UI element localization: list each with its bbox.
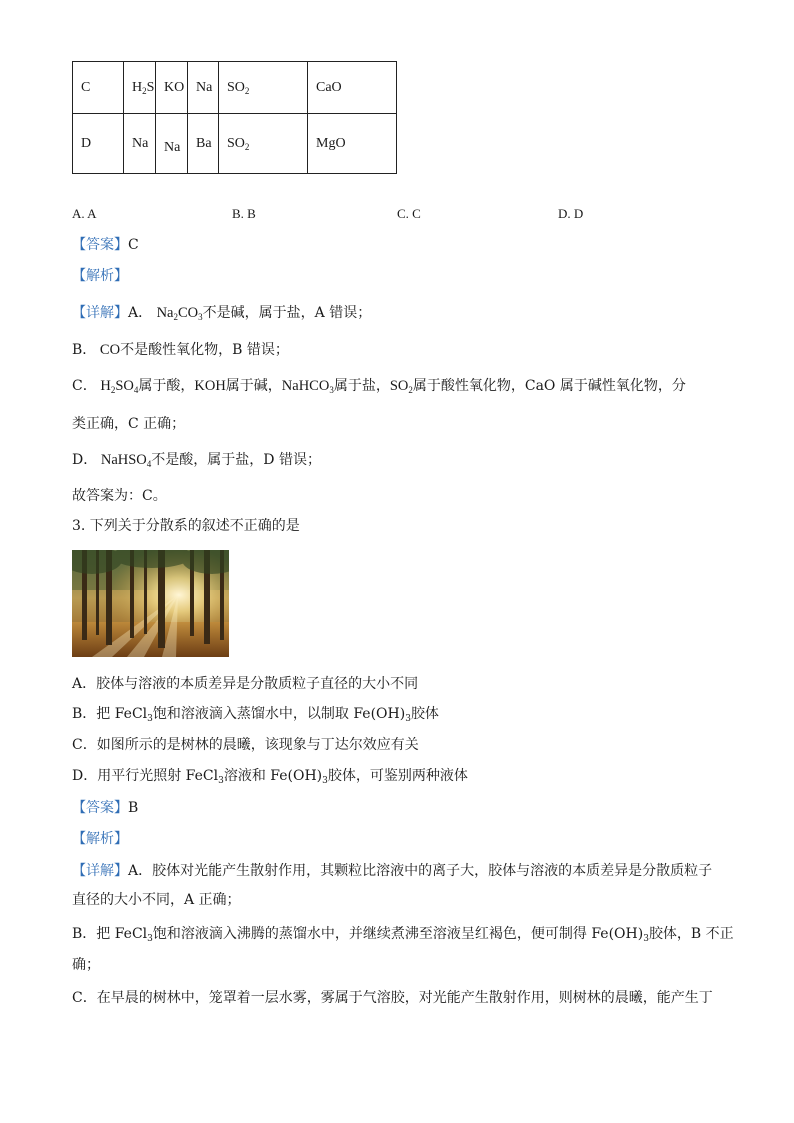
q3-analysis-line-b1: B．把 FeCl$_3$饱和溶液滴入沸腾的蒸馏水中，并继续煮沸至溶液呈红褐色，便可制得 $Fe(OH)_3$胶体，B 不正	[72, 926, 734, 944]
answer-label: 【答案】	[72, 237, 128, 253]
q3-option-a: A．胶体与溶液的本质差异是分散质粒子直径的大小不同	[72, 676, 419, 692]
table-cell: MgO	[308, 114, 397, 174]
analysis-line-d: D． NaHSO$_4$不是酸，属于盐，D 错误；	[72, 452, 321, 469]
detail-label: 【详解】	[72, 863, 128, 879]
q3-analysis-line-a1: 【详解】A．胶体对光能产生散射作用，其颗粒比溶液中的离子大，胶体与溶液的本质差异是分散质粒子	[72, 863, 713, 879]
table-row	[73, 114, 397, 174]
detail-label: 【详解】	[72, 305, 128, 321]
answer-line	[72, 235, 139, 255]
q3-analysis-line-c1: C．在早晨的树林中，笼罩着一层水雾，雾属于气溶胶，对光能产生散射作用，则树林的晨曦，能产生丁	[72, 990, 713, 1006]
forest-sunbeam-photo	[72, 550, 229, 657]
option-a: A. A	[72, 206, 97, 221]
table-cell: $SO_2$	[219, 62, 308, 114]
q3-option-d: D．用平行光照射 FeCl$_3$溶液和 $Fe(OH)_3$胶体，可鉴别两种液体	[72, 768, 468, 786]
table-cell: KO	[156, 62, 188, 114]
table-cell: Na	[188, 62, 219, 114]
table-cell: CaO	[308, 62, 397, 114]
analysis-line-a: 【详解】A． $Na_2CO_3$不是碱，属于盐，A 错误；	[72, 305, 372, 322]
q3-analysis-line-a2: 直径的大小不同，A 正确；	[72, 892, 241, 908]
q3-option-c: C．如图所示的是树林的晨曦，该现象与丁达尔效应有关	[72, 737, 419, 753]
table-cell: Na	[156, 114, 188, 174]
table-row	[73, 62, 397, 114]
classification-table	[72, 61, 397, 174]
table-cell: D	[73, 114, 124, 174]
analysis-line-b: B． CO不是酸性氧化物，B 错误；	[72, 342, 289, 358]
answer-value: C	[128, 237, 139, 253]
analysis-label: 【解析】	[72, 268, 128, 284]
option-d: D. D	[558, 206, 584, 221]
table-cell: C	[73, 62, 124, 114]
question-3-stem: 3. 下列关于分散系的叙述不正确的是	[72, 518, 300, 534]
table-cell: Ba	[188, 114, 219, 174]
q3-analysis-label: 【解析】	[72, 831, 128, 847]
answer-label: 【答案】	[72, 800, 128, 816]
table-cell: $H_2S$	[124, 62, 156, 114]
analysis-line-c: C． $H_2SO_4$属于酸，KOH属于碱，NaHCO$_3$属于盐，$SO_2$属于酸性氧化物，CaO 属于碱性氧化物，分	[72, 378, 686, 395]
q3-analysis-line-b2: 确；	[72, 957, 100, 973]
table-cell: Na	[124, 114, 156, 174]
q3-answer-line	[72, 798, 138, 818]
table-cell: $SO_2$	[219, 114, 308, 174]
q3-option-b: B．把 FeCl$_3$饱和溶液滴入蒸馏水中，以制取 $Fe(OH)_3$胶体	[72, 706, 439, 724]
analysis-line-c2: 类正确，C 正确；	[72, 416, 186, 432]
conclusion-line: 故答案为：C。	[72, 488, 167, 504]
option-c: C. C	[397, 206, 421, 221]
option-b: B. B	[232, 206, 256, 221]
answer-value: B	[128, 800, 139, 816]
